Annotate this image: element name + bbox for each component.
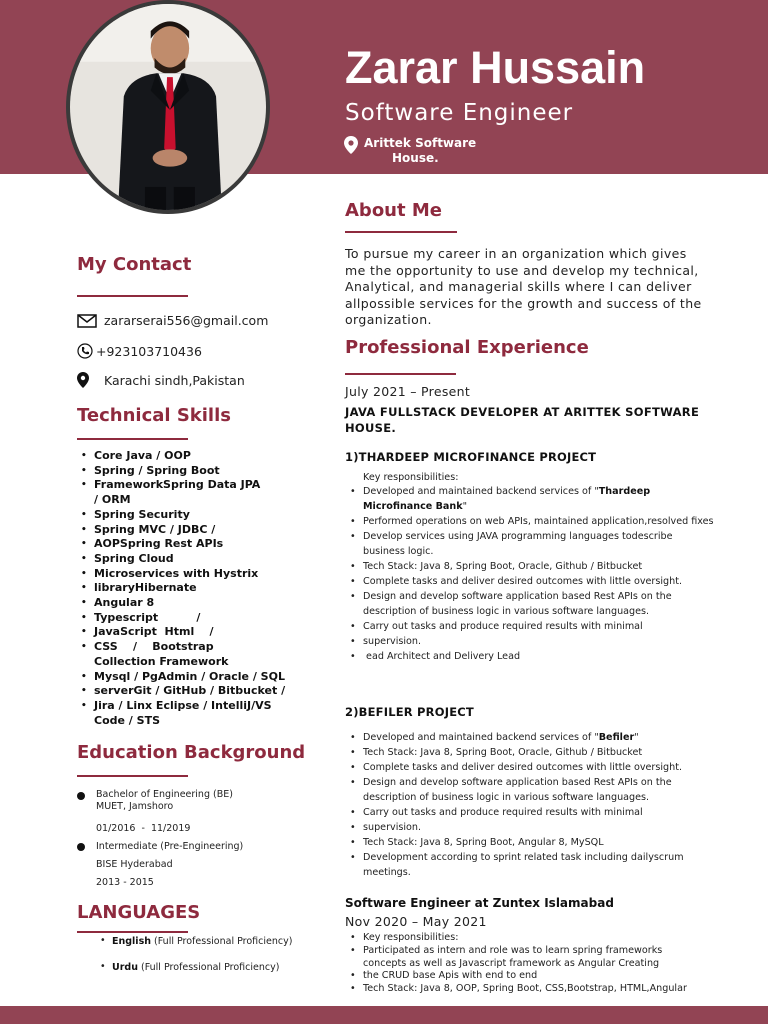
education-heading: Education Background bbox=[77, 742, 306, 763]
skill-item: • Spring Cloud bbox=[94, 552, 294, 567]
responsibility-item: • Design and develop software application based Rest APIs on the description of business logic in various software languages. bbox=[363, 589, 703, 619]
company-line1: Arittek Software bbox=[364, 136, 477, 150]
bullet-dot-icon bbox=[77, 792, 85, 800]
skill-item: • Spring Security bbox=[94, 508, 294, 523]
bullet-dot-icon bbox=[77, 843, 85, 851]
phone-icon bbox=[77, 343, 93, 359]
responsibility-item: • Complete tasks and deliver desired outcomes with little oversight. bbox=[363, 574, 728, 589]
skill-item: • AOPSpring Rest APIs bbox=[94, 537, 294, 552]
language-name: English bbox=[112, 936, 151, 947]
responsibility-item: • Performed operations on web APIs, maintained application,resolved fixes bbox=[363, 514, 728, 529]
skill-item: • Typescript / bbox=[94, 611, 294, 626]
responsibility-item: • Design and develop software application based Rest APIs on the description of business logic in various software languages. bbox=[363, 775, 703, 805]
school-name: MUET, Jamshoro bbox=[96, 801, 174, 812]
languages-divider bbox=[77, 931, 188, 933]
mail-icon bbox=[77, 314, 97, 328]
project2-responsibilities bbox=[363, 730, 728, 880]
skill-item: • FrameworkSpring Data JPA / ORM bbox=[94, 478, 264, 507]
skill-item: • Microservices with Hystrix bbox=[94, 567, 294, 582]
phone-text: +923103710436 bbox=[96, 343, 202, 359]
skill-item: • serverGit / GitHub / Bitbucket / bbox=[94, 684, 294, 699]
responsibility-item: • Carry out tasks and produce required results with minimal bbox=[363, 619, 728, 634]
skill-item: • CSS / Bootstrap Collection Framework bbox=[94, 640, 234, 669]
responsibility-item: • supervision. bbox=[363, 820, 728, 835]
skill-item: • Angular 8 bbox=[94, 596, 294, 611]
skills-heading: Technical Skills bbox=[77, 405, 231, 426]
role2-responsibilities bbox=[363, 932, 703, 996]
location-text: Karachi sindh,Pakistan bbox=[104, 372, 245, 388]
skills-list bbox=[94, 449, 294, 728]
education-item bbox=[96, 789, 233, 835]
skill-item: • Jira / Linx Eclipse / IntelliJ/VS Code / STS bbox=[94, 699, 279, 728]
education-divider bbox=[77, 775, 188, 777]
responsibility-item: • Tech Stack: Java 8, Spring Boot, Angular 8, MySQL bbox=[363, 835, 728, 850]
school-name: BISE Hyderabad bbox=[96, 859, 173, 870]
footer-bar bbox=[0, 1006, 768, 1024]
about-text: To pursue my career in an organization which gives me the opportunity to use and develop my technical, Analytical, and managerial skills where I can deliver allpossible services for the growth and success of the organization. bbox=[345, 246, 702, 327]
degree-name: Intermediate (Pre-Engineering) bbox=[96, 841, 244, 852]
experience-role: Software Engineer at Zuntex Islamabad bbox=[345, 896, 614, 910]
responsibility-item: • the CRUD base Apis with end to end bbox=[363, 970, 703, 983]
language-item bbox=[112, 936, 292, 947]
skill-item: • JavaScript Html / bbox=[94, 625, 294, 640]
experience-date: July 2021 – Present bbox=[345, 384, 471, 399]
education-dates: 01/2016 - 11/2019 bbox=[96, 823, 191, 834]
contact-divider bbox=[77, 295, 188, 297]
contact-heading: My Contact bbox=[77, 254, 192, 275]
language-item bbox=[112, 962, 279, 973]
job-title: Software Engineer bbox=[345, 100, 574, 126]
email-text: zararserai556@gmail.com bbox=[104, 313, 269, 328]
experience-heading: Professional Experience bbox=[345, 337, 589, 358]
responsibility-item: • Carry out tasks and produce required results with minimal bbox=[363, 805, 728, 820]
about-heading: About Me bbox=[345, 200, 442, 221]
responsibility-item: • Developed and maintained backend services of "Befiler" bbox=[363, 730, 728, 745]
languages-heading: LANGUAGES bbox=[77, 902, 201, 923]
education-dates: 2013 - 2015 bbox=[96, 877, 154, 888]
responsibility-item: • supervision. bbox=[363, 634, 728, 649]
location-pin-icon bbox=[77, 372, 89, 388]
responsibility-item: • Development according to sprint related task including dailyscrum meetings. bbox=[363, 850, 708, 880]
responsibility-item: • Participated as intern and role was to learn spring frameworks concepts as well as Javascript framework as Angular Creating bbox=[363, 945, 703, 971]
skill-item: • Spring / Spring Boot bbox=[94, 464, 294, 479]
current-company bbox=[344, 136, 504, 166]
profile-photo bbox=[66, 0, 270, 214]
contact-phone bbox=[77, 343, 202, 359]
responsibilities-label: Key responsibilities: bbox=[363, 472, 459, 483]
candidate-name: Zarar Hussain bbox=[345, 42, 646, 93]
responsibility-item: • Develop services using JAVA programming languages todescribe business logic. bbox=[363, 529, 708, 559]
location-pin-icon bbox=[344, 136, 358, 154]
skill-item: • Mysql / PgAdmin / Oracle / SQL bbox=[94, 670, 294, 685]
responsibility-item: • Complete tasks and deliver desired outcomes with little oversight. bbox=[363, 760, 728, 775]
about-divider bbox=[345, 231, 457, 233]
responsibility-item: • Tech Stack: Java 8, Spring Boot, Oracle, Github / Bitbucket bbox=[363, 745, 728, 760]
project-title: 1)THARDEEP MICROFINANCE PROJECT bbox=[345, 450, 597, 464]
responsibility-item: • Key responsibilities: bbox=[363, 932, 703, 945]
language-level: (Full Professional Proficiency) bbox=[141, 962, 280, 973]
skill-item: • Core Java / OOP bbox=[94, 449, 294, 464]
education-item bbox=[96, 841, 243, 889]
language-level: (Full Professional Proficiency) bbox=[154, 936, 293, 947]
degree-name: Bachelor of Engineering (BE) bbox=[96, 789, 233, 800]
contact-email bbox=[77, 313, 268, 328]
project1-responsibilities bbox=[363, 484, 728, 664]
responsibility-item: • Developed and maintained backend services of "Thardeep Microfinance Bank" bbox=[363, 484, 693, 514]
responsibility-item: • ead Architect and Delivery Lead bbox=[363, 649, 728, 664]
contact-location bbox=[77, 372, 245, 388]
experience-role: JAVA FULLSTACK DEVELOPER AT ARITTEK SOFTWARE HOUSE. bbox=[345, 405, 700, 435]
skills-divider bbox=[77, 438, 188, 440]
skill-item: • Spring MVC / JDBC / bbox=[94, 523, 294, 538]
experience-date: Nov 2020 – May 2021 bbox=[345, 914, 487, 929]
skill-item: • libraryHibernate bbox=[94, 581, 294, 596]
experience-divider bbox=[345, 373, 456, 375]
company-line2: House. bbox=[392, 151, 439, 165]
project-title: 2)BEFILER PROJECT bbox=[345, 705, 474, 719]
responsibility-item: • Tech Stack: Java 8, OOP, Spring Boot, CSS,Bootstrap, HTML,Angular bbox=[363, 983, 723, 996]
language-name: Urdu bbox=[112, 962, 138, 973]
responsibility-item: • Tech Stack: Java 8, Spring Boot, Oracle, Github / Bitbucket bbox=[363, 559, 728, 574]
